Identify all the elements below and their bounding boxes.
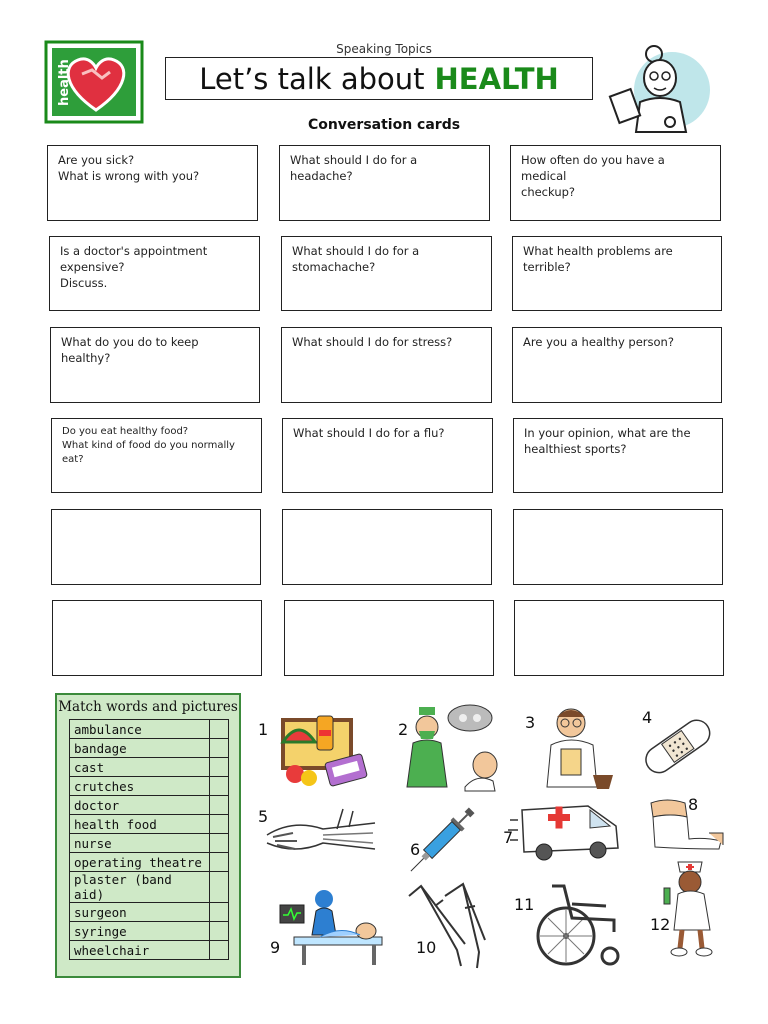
match-word: syringe <box>70 922 210 941</box>
conversation-card: Are you sick? What is wrong with you? <box>47 145 258 221</box>
answer-cell[interactable] <box>210 777 229 796</box>
answer-cell[interactable] <box>210 853 229 872</box>
blank-card <box>514 600 724 676</box>
conversation-card: What should I do for stress? <box>281 327 492 403</box>
xray-picture <box>263 805 383 865</box>
answer-cell[interactable] <box>210 815 229 834</box>
conversation-card: Is a doctor's appointment expensive? Discuss. <box>49 236 260 311</box>
match-row <box>70 815 229 834</box>
logo-text: health <box>57 59 72 106</box>
picture-number: 12 <box>650 915 671 934</box>
picture-number: 10 <box>416 938 437 957</box>
conversation-card: In your opinion, what are the healthiest sports? <box>513 418 723 493</box>
match-word: ambulance <box>70 720 210 739</box>
health-food-picture <box>275 712 370 792</box>
conversation-card: Do you eat healthy food? What kind of food do you normally eat? <box>51 418 262 493</box>
conversation-card: What should I do for a stomachache? <box>281 236 492 311</box>
nurse-picture <box>662 858 722 958</box>
plaster-picture <box>640 712 715 782</box>
match-row <box>70 777 229 796</box>
page-subtitle: Speaking Topics <box>336 42 432 56</box>
answer-cell[interactable] <box>210 739 229 758</box>
match-word: crutches <box>70 777 210 796</box>
title-highlight: HEALTH <box>434 61 559 96</box>
picture-number: 4 <box>642 708 653 727</box>
answer-cell[interactable] <box>210 941 229 960</box>
match-row <box>70 758 229 777</box>
picture-number: 3 <box>525 713 536 732</box>
match-word: surgeon <box>70 903 210 922</box>
answer-cell[interactable] <box>210 796 229 815</box>
crutches-picture <box>405 880 490 970</box>
match-title: Match words and pictures <box>58 699 238 715</box>
match-row <box>70 922 229 941</box>
blank-card <box>513 509 723 585</box>
match-word: bandage <box>70 739 210 758</box>
answer-cell[interactable] <box>210 872 229 903</box>
picture-number: 8 <box>688 795 699 814</box>
blank-card <box>51 509 261 585</box>
conversation-card: How often do you have a medical checkup? <box>510 145 721 221</box>
cast-picture <box>645 795 725 850</box>
answer-cell[interactable] <box>210 903 229 922</box>
match-row <box>70 903 229 922</box>
match-word: doctor <box>70 796 210 815</box>
picture-number: 5 <box>258 807 269 826</box>
blank-card <box>52 600 262 676</box>
match-word: health food <box>70 815 210 834</box>
conversation-card: What health problems are terrible? <box>512 236 722 311</box>
page-title <box>165 57 593 100</box>
match-row <box>70 872 229 903</box>
title-prefix: Let’s talk about <box>199 61 425 96</box>
blank-card <box>282 509 492 585</box>
picture-number: 11 <box>514 895 535 914</box>
picture-number: 7 <box>503 828 514 847</box>
blank-card <box>284 600 494 676</box>
match-word: plaster (band aid) <box>70 872 210 903</box>
section-heading: Conversation cards <box>307 117 461 133</box>
picture-number: 6 <box>410 840 421 859</box>
wheelchair-picture <box>532 880 627 970</box>
picture-number: 1 <box>258 720 269 739</box>
match-words-box <box>55 693 241 978</box>
conversation-card: Are you a healthy person? <box>512 327 722 403</box>
conversation-card: What should I do for a flu? <box>282 418 493 493</box>
operating-theatre-picture <box>280 885 385 970</box>
match-row <box>70 796 229 815</box>
match-row <box>70 720 229 739</box>
match-word: wheelchair <box>70 941 210 960</box>
ambulance-picture <box>518 800 623 862</box>
answer-cell[interactable] <box>210 720 229 739</box>
conversation-card: What do you do to keep healthy? <box>50 327 260 403</box>
match-word: operating theatre <box>70 853 210 872</box>
match-row <box>70 739 229 758</box>
answer-cell[interactable] <box>210 834 229 853</box>
surgeon-picture <box>405 703 500 793</box>
syringe-picture <box>402 800 482 880</box>
match-table <box>69 719 229 960</box>
picture-number: 9 <box>270 938 281 957</box>
doctor-picture <box>537 705 617 790</box>
answer-cell[interactable] <box>210 922 229 941</box>
match-row <box>70 941 229 960</box>
conversation-card: What should I do for a headache? <box>279 145 490 221</box>
match-row <box>70 834 229 853</box>
answer-cell[interactable] <box>210 758 229 777</box>
match-row <box>70 853 229 872</box>
picture-number: 2 <box>398 720 409 739</box>
match-word: nurse <box>70 834 210 853</box>
match-word: cast <box>70 758 210 777</box>
